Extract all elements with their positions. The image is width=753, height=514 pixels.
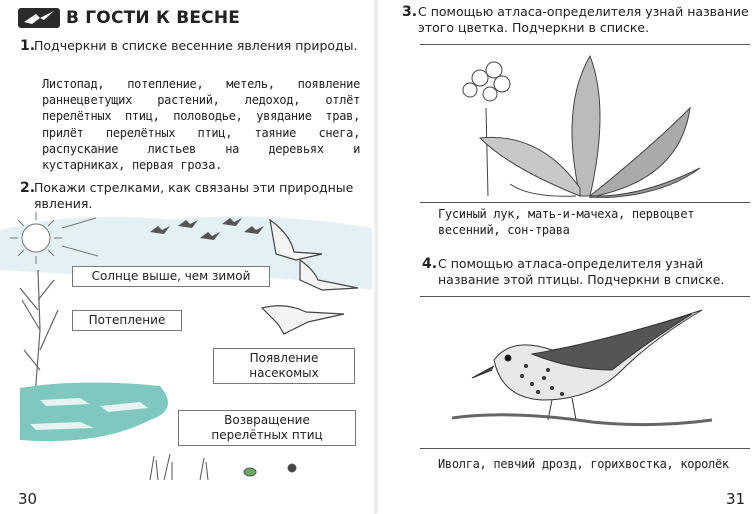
flower-options[interactable]: Гусиный лук, мать-и-мачеха, первоцвет весенний, сон-трава (438, 207, 695, 237)
task-3 (402, 4, 753, 36)
swallow-icon (18, 6, 60, 30)
task-3-text: С помощью атласа-определителя узнай название этого цветка. Подчеркни в списке. (418, 4, 749, 35)
primrose-flower-icon (440, 48, 710, 198)
divider (420, 296, 750, 297)
book-gutter (373, 0, 379, 514)
label-insects[interactable]: Появление насекомых (213, 348, 355, 384)
left-page (0, 0, 372, 514)
task-2-number: 2. (20, 180, 36, 196)
task-1 (20, 38, 360, 54)
task-2-text: Покажи стрелками, как связаны эти природные явления. (34, 180, 354, 211)
divider (420, 202, 750, 203)
right-page (380, 0, 753, 514)
task-2 (20, 180, 360, 212)
melting-water-icon (20, 382, 168, 441)
task-4-text: С помощью атласа-определителя узнай название этой птицы. Подчеркни в списке. (438, 256, 725, 287)
bird-options[interactable]: Иволга, певчий дрозд, горихвостка, королёк (438, 457, 729, 471)
spring-scene (0, 210, 372, 510)
task-1-text: Подчеркни в списке весенние явления природы. (34, 38, 358, 53)
label-warming[interactable]: Потепление (72, 310, 182, 331)
divider (420, 448, 750, 449)
grass-and-insects-icon (150, 454, 296, 480)
label-birds-return[interactable]: Возвращение перелётных птиц (178, 410, 356, 446)
divider (420, 44, 750, 45)
lesson-title: В ГОСТИ К ВЕСНЕ (66, 8, 241, 28)
label-sun-higher[interactable]: Солнце выше, чем зимой (72, 266, 270, 287)
task-4-number: 4. (422, 256, 438, 272)
task-3-number: 3. (402, 4, 418, 20)
song-thrush-bird-icon (452, 300, 722, 444)
page-number-right: 31 (726, 490, 746, 508)
task-1-number: 1. (20, 38, 36, 54)
task-4 (422, 256, 753, 288)
lesson-header (18, 6, 240, 30)
page-number-left: 30 (18, 490, 38, 508)
phenomena-list[interactable]: Листопад, потепление, метель, появление раннецветущих растений, ледоход, отлёт перелётных птиц, половодье, увядание трав, прилёт перелётных птиц, таяние снега, распускание листьев на деревьях и кустарниках, первая гроза. (42, 77, 360, 173)
